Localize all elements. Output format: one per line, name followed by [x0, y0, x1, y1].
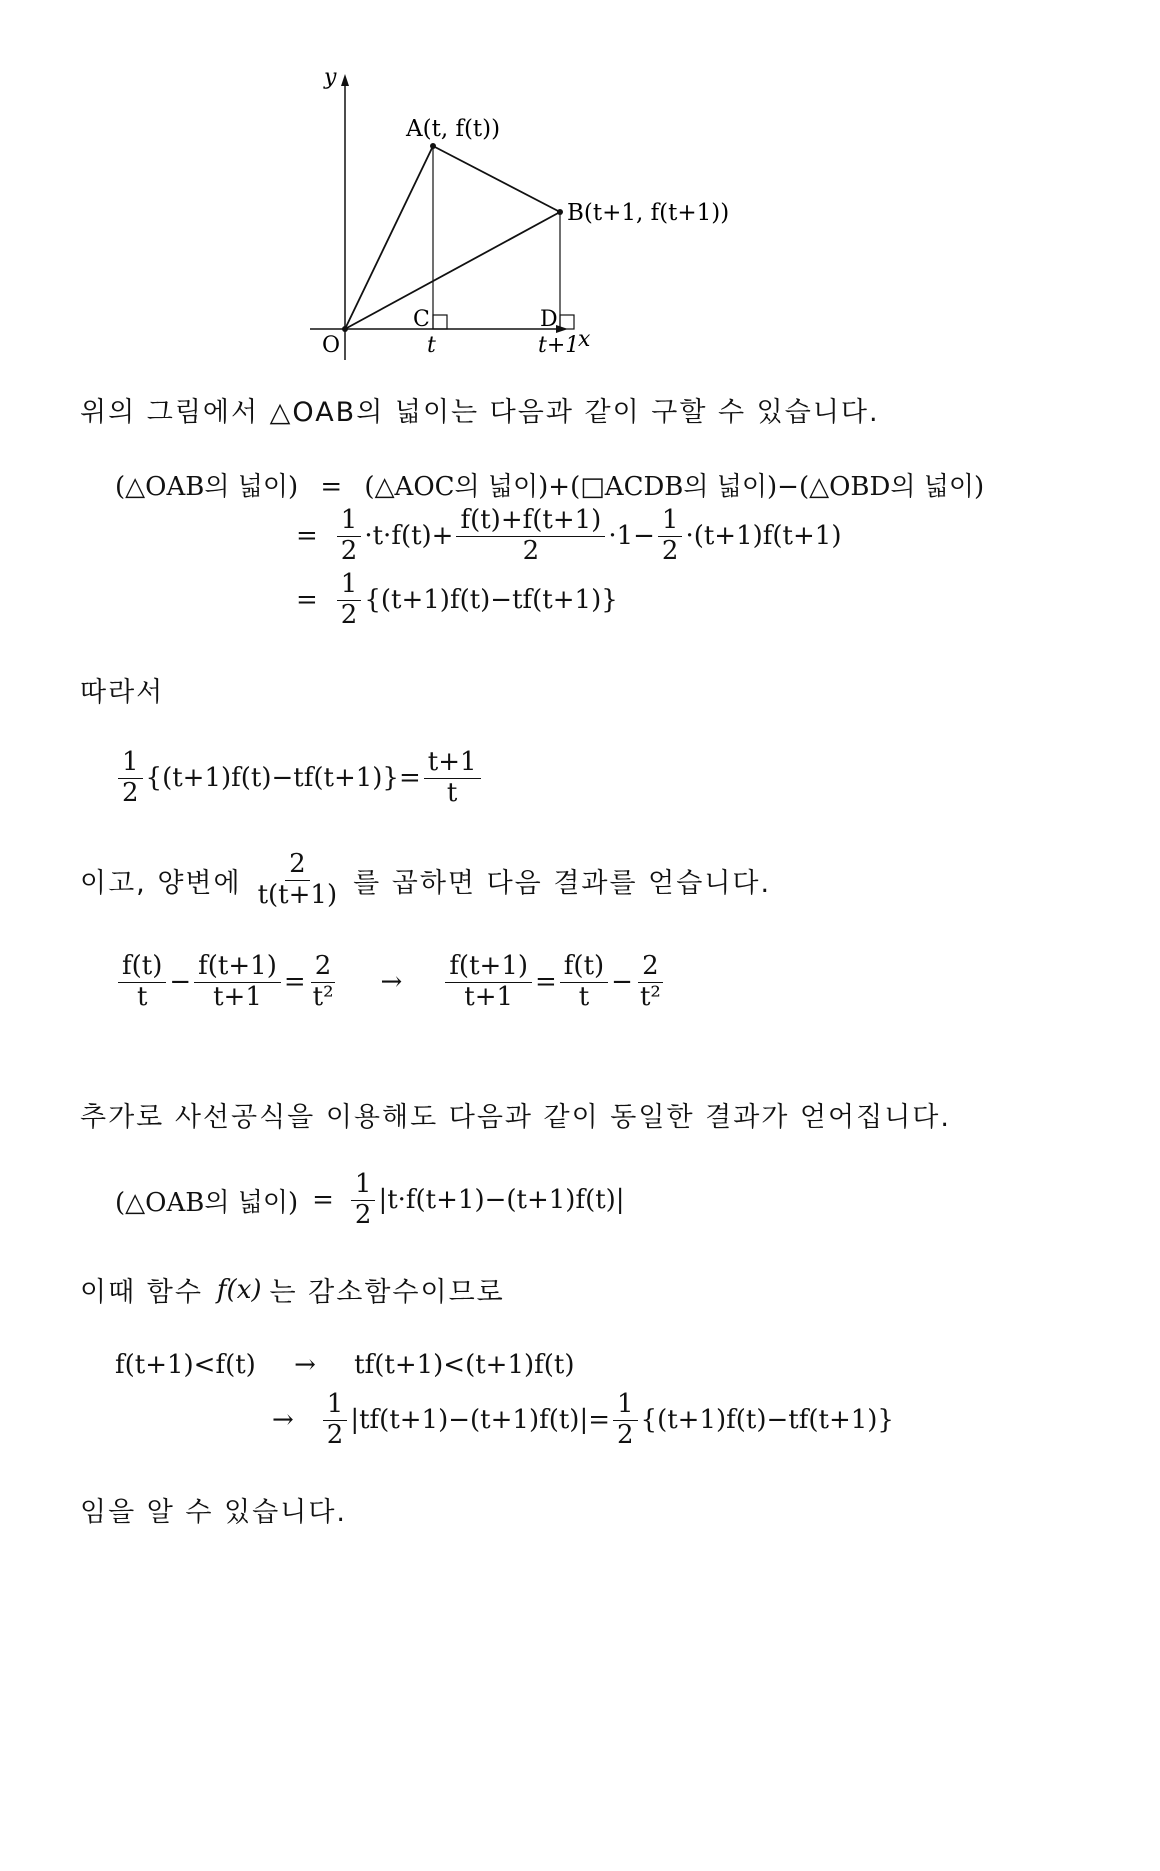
eq1-line2: = $\frac{1}{2}$ ·t·f(t)+ $\frac{f(t)+f(t+1)}{2}$ ·1− $\frac{1}{2}$ ·(t+1)f(t+1): [296, 505, 842, 566]
point-A: [430, 143, 436, 149]
label-B: B(t+1, f(t+1)): [567, 200, 730, 226]
eq5-ineq-a: f(t+1)<f(t): [115, 1350, 256, 1380]
eq1-lhs: (△OAB의 넓이): [115, 472, 299, 502]
label-D: D: [540, 307, 558, 332]
segment-OA: [345, 146, 433, 329]
point-B: [557, 209, 563, 215]
eq5-ineq-b: tf(t+1)<(t+1)f(t): [354, 1350, 575, 1380]
eq4-frac: $\frac{1}{2}$: [351, 1170, 376, 1231]
eq1-term-b: ·1−: [608, 521, 655, 552]
eq1-term-a: ·t·f(t)+: [364, 521, 454, 552]
label-C: C: [413, 307, 430, 332]
point-O: [342, 326, 348, 332]
paragraph-conclusion: 임을 알 수 있습니다.: [80, 1497, 347, 1528]
p5-fx: f(x): [216, 1274, 262, 1305]
eq3-frac-a: $\frac{f(t)}{t}$: [118, 952, 166, 1013]
eq1-term-d: {(t+1)f(t)−tf(t+1)}: [364, 585, 618, 616]
eq1-line1: [115, 466, 984, 503]
eq2-body: {(t+1)f(t)−tf(t+1)}=: [145, 763, 421, 794]
eq5-line2: → $\frac{1}{2}$ |tf(t+1)−(t+1)f(t)|= $\frac{1}{2}$ {(t+1)f(t)−tf(t+1)}: [272, 1389, 894, 1450]
eq5-frac-a: $\frac{1}{2}$: [323, 1390, 348, 1451]
eq3-frac-e: $\frac{f(t)}{t}$: [560, 952, 608, 1013]
segment-OB: [345, 212, 560, 329]
eq3: $\frac{f(t)}{t}$ − $\frac{f(t+1)}{t+1}$ = $\frac{2}{\text{t²}}$ → $\frac{f(t+1)}{t+1}$ = $\frac{f(t)}{t}$ − $\frac{2}{\text{t²}}$: [115, 952, 668, 1013]
label-O: O: [322, 333, 341, 358]
eq3-frac-d: $\frac{f(t+1)}{t+1}$: [445, 952, 532, 1013]
p3-text-b: 를 곱하면 다음 결과를 얻습니다.: [353, 867, 772, 899]
eq1-frac-b: $\frac{f(t)+f(t+1)}{2}$: [456, 506, 605, 567]
eq2-frac-right: $\frac{t+1}{t}$: [424, 748, 481, 809]
eq4-body: |t·f(t+1)−(t+1)f(t)|: [378, 1185, 625, 1216]
y-axis-arrow-icon: [341, 74, 349, 86]
eq1-term-c: ·(t+1)f(t+1): [685, 521, 842, 552]
eq3-frac-c: $\frac{2}{\text{t²}}$: [312, 951, 334, 1012]
label-A: A(t, f(t)): [406, 116, 501, 142]
eq5-body-b: {(t+1)f(t)−tf(t+1)}: [640, 1405, 894, 1436]
p3-text-a: 이고, 양변에: [80, 867, 242, 899]
eq2-frac-left: $\frac{1}{2}$: [118, 748, 143, 809]
right-angle-D-icon: [560, 315, 574, 329]
eq5-body-a: |tf(t+1)−(t+1)f(t)|=: [350, 1405, 610, 1436]
label-y: y: [324, 65, 337, 90]
eq5-line1: f(t+1)<f(t) → tf(t+1)<(t+1)f(t): [115, 1350, 575, 1380]
eq1-equals: =: [320, 472, 343, 502]
coordinate-figure: [290, 65, 730, 370]
eq3-frac-f: $\frac{2}{\text{t²}}$: [639, 951, 661, 1012]
eq3-arrow: →: [380, 967, 403, 998]
segment-AB: [433, 146, 560, 212]
p3-frac: $\frac{2}{t(t+1)}$: [257, 849, 338, 910]
eq4: (△OAB의 넓이) = $\frac{1}{2}$ |t·f(t+1)−(t+1)f(t)|: [115, 1169, 625, 1230]
tick-t1: t+1: [538, 333, 580, 358]
paragraph-shoelace: 추가로 사선공식을 이용해도 다음과 같이 동일한 결과가 얻어집니다.: [80, 1102, 951, 1133]
eq1-line3: = $\frac{1}{2}$ {(t+1)f(t)−tf(t+1)}: [296, 569, 618, 630]
eq1-frac-a: $\frac{1}{2}$: [337, 506, 362, 567]
label-x: x: [578, 327, 591, 352]
eq1-frac-d: $\frac{1}{2}$: [337, 570, 362, 631]
paragraph-intro: 위의 그림에서 △OAB의 넓이는 다음과 같이 구할 수 있습니다.: [80, 397, 880, 428]
tick-t: t: [427, 333, 436, 358]
paragraph-decreasing: 이때 함수 f(x) 는 감소함수이므로: [80, 1274, 505, 1308]
eq2: [115, 748, 484, 809]
eq1-rhs: (△AOC의 넓이)+(□ACDB의 넓이)−(△OBD의 넓이): [364, 472, 985, 502]
eq4-lhs: (△OAB의 넓이): [115, 1187, 299, 1218]
eq5-frac-b: $\frac{1}{2}$: [613, 1390, 638, 1451]
eq3-frac-b: $\frac{f(t+1)}{t+1}$: [194, 952, 281, 1013]
paragraph-multiply: [80, 850, 771, 911]
right-angle-C-icon: [433, 315, 447, 329]
paragraph-therefore: 따라서: [80, 677, 165, 708]
eq1-frac-c: $\frac{1}{2}$: [658, 506, 683, 567]
